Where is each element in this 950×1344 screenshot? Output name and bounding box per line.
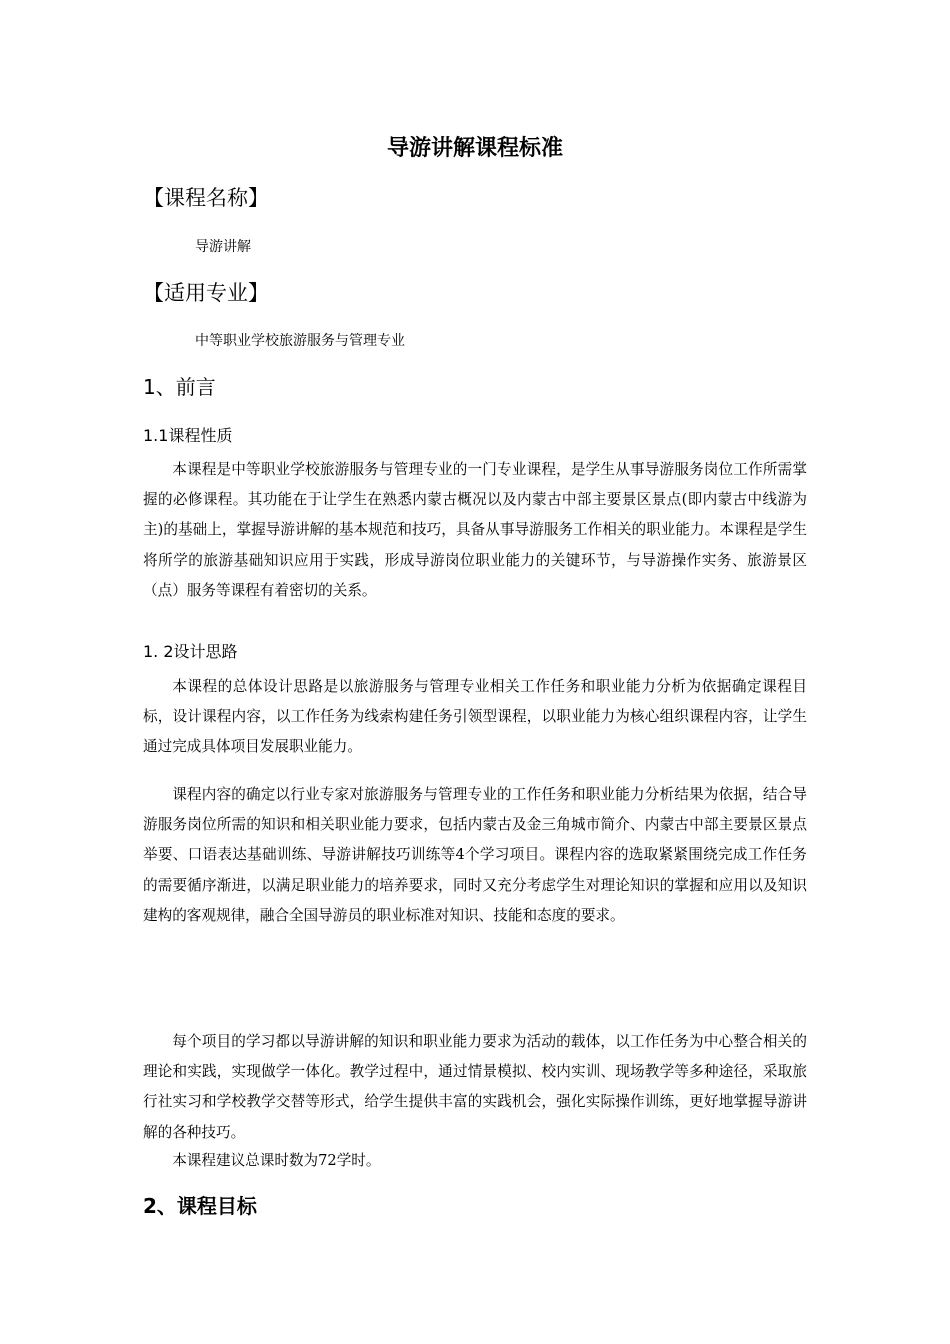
course-name-heading: 【课程名称】: [143, 186, 269, 210]
design-paragraph-3: 每个项目的学习都以导游讲解的知识和职业能力要求为活动的载体，以工作任务为中心整合相关的理论和实践，实现做学一体化。教学过程中，通过情景模拟、校内实训、现场教学等多种途径，采取旅行社实习和学校教学交替等形式，给学生提供丰富的实践机会，强化实际操作训练，更好地掌握导游讲解的各种技巧。: [143, 1033, 807, 1141]
applicable-major-value: 中等职业学校旅游服务与管理专业: [195, 333, 405, 349]
subsection-1-1-heading: 1.1课程性质: [143, 426, 233, 445]
section-1-heading: 1、前言: [143, 375, 216, 399]
course-nature-paragraph: 本课程是中等职业学校旅游服务与管理专业的一门专业课程，是学生从事导游服务岗位工作所需掌握的必修课程。其功能在于让学生在熟悉内蒙古概况以及内蒙古中部主要景区景点(即内蒙古中线游为主)的基础上，掌握导游讲解的基本规范和技巧，具备从事导游服务工作相关的职业能力。本课程是学生将所学的旅游基础知识应用于实践，形成导游岗位职业能力的关键环节，与导游操作实务、旅游景区（点）服务等课程有着密切的关系。: [143, 461, 807, 599]
document-title: 导游讲解课程标准: [386, 136, 563, 161]
subsection-1-2-heading: 1. 2设计思路: [143, 642, 238, 661]
section-2-heading: 2、课程目标: [143, 1194, 257, 1218]
course-name-value: 导游讲解: [195, 239, 251, 255]
design-paragraph-2: 课程内容的确定以行业专家对旅游服务与管理专业的工作任务和职业能力分析结果为依据，结合导游服务岗位所需的知识和相关职业能力要求，包括内蒙古及金三角城市简介、内蒙古中部主要景区景点举要、口语表达基础训练、导游讲解技巧训练等4个学习项目。课程内容的选取紧紧围绕完成工作任务的需要循序渐进，以满足职业能力的培养要求，同时又充分考虑学生对理论知识的掌握和应用以及知识建构的客观规律，融合全国导游员的职业标准对知识、技能和态度的要求。: [143, 786, 807, 924]
design-paragraph-1: 本课程的总体设计思路是以旅游服务与管理专业相关工作任务和职业能力分析为依据确定课程目标，设计课程内容，以工作任务为线索构建任务引领型课程，以职业能力为核心组织课程内容，让学生通过完成具体项目发展职业能力。: [143, 678, 807, 756]
design-paragraph-4: 本课程建议总课时数为72学时。: [172, 1152, 381, 1169]
applicable-major-heading: 【适用专业】: [143, 281, 269, 305]
